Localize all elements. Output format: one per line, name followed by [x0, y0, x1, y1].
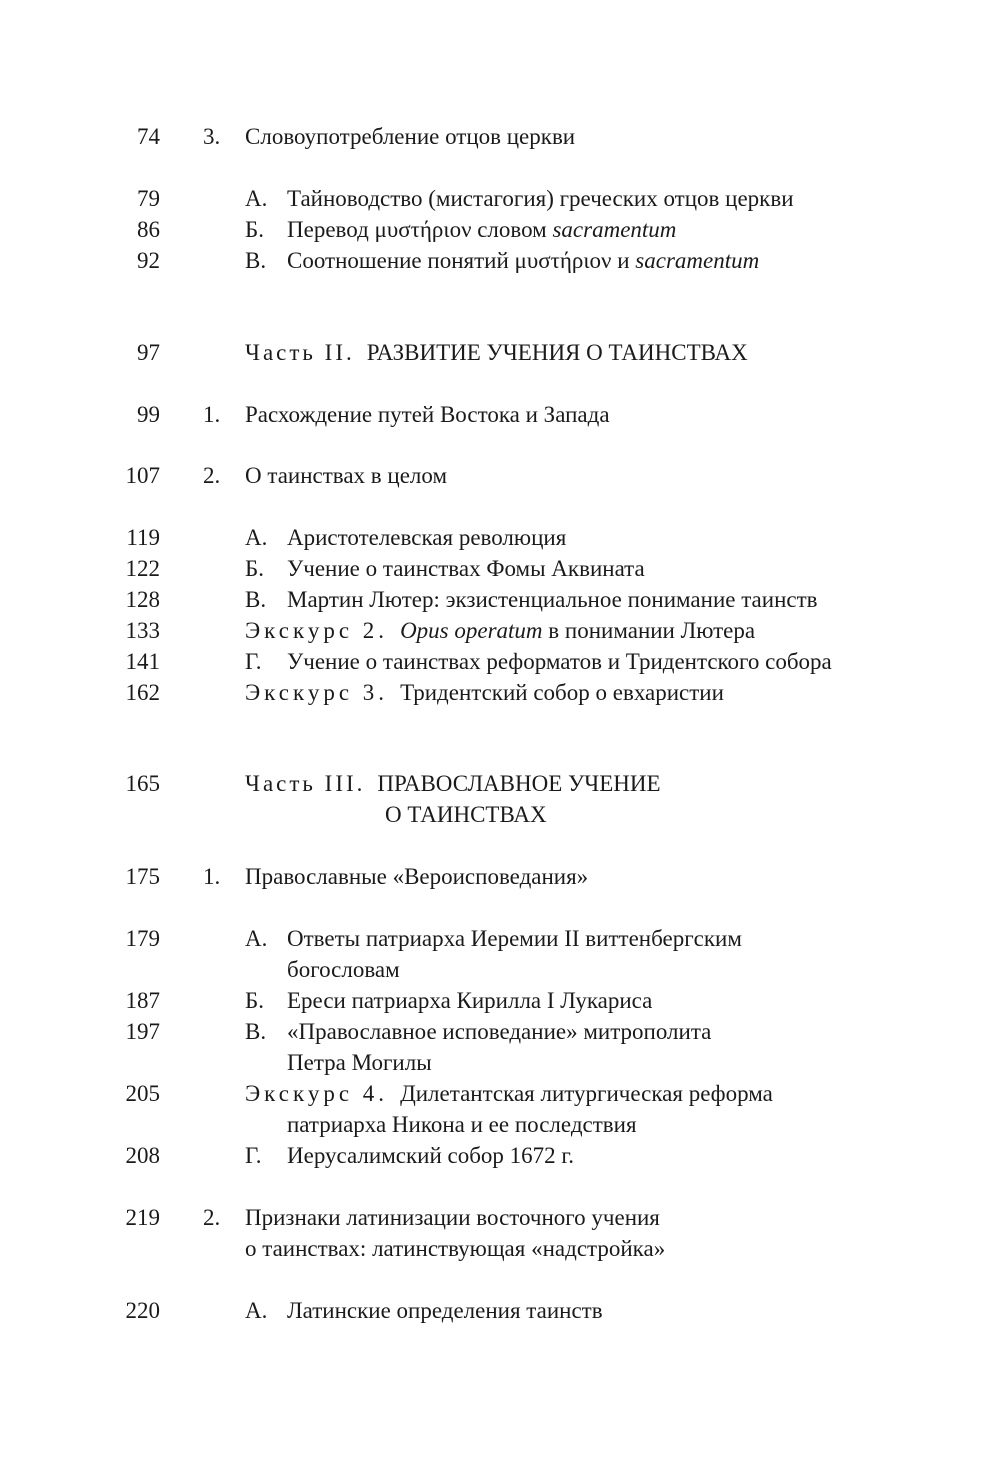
page-number: 133 [125, 618, 160, 643]
page-number: 119 [126, 525, 160, 550]
toc-entry [0, 522, 1000, 554]
chapter-number: 2. [203, 1205, 221, 1230]
toc-entry [0, 584, 1000, 616]
page-number: 165 [125, 771, 160, 796]
page-number: 175 [125, 864, 160, 889]
entry-title: Иерусалимский собор 1672 г. [287, 1143, 575, 1168]
section-label: Б. [245, 556, 264, 581]
title-text: в понимании Лютера [548, 618, 756, 643]
entry-title [287, 214, 676, 246]
title-text: Тридентский собор о евхаристии [400, 680, 724, 705]
title-text: Перевод μυστήριον словом [287, 217, 547, 242]
page-number: 97 [137, 340, 160, 365]
toc-entry [0, 399, 1000, 431]
toc-entry [0, 1016, 1000, 1048]
entry-title: Учение о таинствах реформатов и Тридентского собора [287, 649, 832, 674]
section-label: А. [245, 525, 268, 550]
entry-title: О таинствах в целом [245, 463, 448, 488]
page-number: 187 [125, 988, 160, 1013]
title-italic: sacramentum [635, 248, 760, 273]
page-number: 208 [125, 1143, 160, 1168]
section-label: Г. [245, 1143, 262, 1168]
entry-title [245, 615, 755, 647]
toc-entry-cont [0, 954, 1000, 986]
section-label: А. [245, 1298, 268, 1323]
page-number: 128 [125, 587, 160, 612]
page-number: 162 [125, 680, 160, 705]
section-label: Г. [245, 649, 262, 674]
toc-entry [0, 1295, 1000, 1327]
title-italic: Opus operatum [400, 618, 543, 643]
page-number: 92 [137, 248, 160, 273]
title-italic: sacramentum [552, 217, 677, 242]
toc-excursus [0, 677, 1000, 709]
toc-entry-cont [0, 1109, 1000, 1141]
entry-title: Словоупотребление отцов церкви [245, 124, 576, 149]
entry-title [245, 677, 724, 709]
toc-entry [0, 1202, 1000, 1234]
toc-entry-cont [0, 1047, 1000, 1079]
entry-title: Аристотелевская революция [287, 525, 567, 550]
entry-title-line2: Петра Могилы [287, 1050, 432, 1075]
section-label: В. [245, 248, 267, 273]
toc-part-heading-cont [0, 799, 1000, 831]
entry-title [245, 1078, 773, 1110]
toc-entry [0, 183, 1000, 215]
page-number: 107 [125, 463, 160, 488]
section-label: В. [245, 587, 267, 612]
entry-title: Мартин Лютер: экзистенциальное понимание таинств [287, 587, 818, 612]
toc-entry [0, 1140, 1000, 1172]
entry-title: Признаки латинизации восточного учения [245, 1205, 660, 1230]
page-number: 122 [125, 556, 160, 581]
page-number: 205 [125, 1081, 160, 1106]
section-label: В. [245, 1019, 267, 1044]
toc-entry [0, 214, 1000, 246]
title-text: Соотношение понятий μυστήριον и [287, 248, 630, 273]
toc-entry [0, 121, 1000, 153]
toc-entry [0, 646, 1000, 678]
page-number: 197 [125, 1019, 160, 1044]
toc-entry [0, 985, 1000, 1017]
page-number: 220 [125, 1298, 160, 1323]
part-label: Часть III. [245, 771, 366, 796]
entry-title [287, 245, 759, 277]
toc-entry [0, 861, 1000, 893]
page-number: 99 [137, 402, 160, 427]
entry-title-line2: патриарха Никона и ее последствия [287, 1112, 637, 1137]
excursus-label: Экскурс 4. [245, 1081, 389, 1106]
page-number: 74 [137, 124, 160, 149]
chapter-number: 2. [203, 463, 221, 488]
entry-title: Ответы патриарха Иеремии II виттенбергским [287, 926, 742, 951]
entry-title: Учение о таинствах Фомы Аквината [287, 556, 645, 581]
part-heading [245, 337, 748, 369]
title-text: Дилетантская литургическая реформа [400, 1081, 773, 1106]
page-number: 141 [125, 649, 160, 674]
section-label: А. [245, 186, 268, 211]
toc-entry [0, 460, 1000, 492]
excursus-label: Экскурс 3. [245, 680, 389, 705]
entry-title-line2: богословам [287, 957, 400, 982]
entry-title: Расхождение путей Востока и Запада [245, 402, 610, 427]
section-label: Б. [245, 217, 264, 242]
entry-title: Православные «Вероисповедания» [245, 864, 589, 889]
part-title: ПРАВОСЛАВНОЕ УЧЕНИЕ [377, 771, 661, 796]
toc-part-heading [0, 337, 1000, 369]
part-label: Часть II. [245, 340, 355, 365]
section-label: А. [245, 926, 268, 951]
entry-title: Ереси патриарха Кирилла I Лукариса [287, 988, 653, 1013]
entry-title: «Православное исповедание» митрополита [287, 1019, 712, 1044]
section-label: Б. [245, 988, 264, 1013]
entry-title: Латинские определения таинств [287, 1298, 603, 1323]
toc-entry [0, 553, 1000, 585]
toc-entry [0, 245, 1000, 277]
entry-title-line2: о таинствах: латинствующая «надстройка» [245, 1236, 666, 1261]
toc-entry [0, 923, 1000, 955]
part-title-line2: О ТАИНСТВАХ [385, 802, 547, 827]
part-title: РАЗВИТИЕ УЧЕНИЯ О ТАИНСТВАХ [366, 340, 748, 365]
toc-excursus [0, 615, 1000, 647]
toc-part-heading [0, 768, 1000, 800]
page-number: 86 [137, 217, 160, 242]
part-heading [245, 768, 661, 800]
page-number: 219 [125, 1205, 160, 1230]
chapter-number: 3. [203, 124, 221, 149]
excursus-label: Экскурс 2. [245, 618, 389, 643]
chapter-number: 1. [203, 864, 221, 889]
chapter-number: 1. [203, 402, 221, 427]
toc-excursus [0, 1078, 1000, 1110]
page-number: 179 [125, 926, 160, 951]
toc-entry-cont [0, 1233, 1000, 1265]
page-number: 79 [137, 186, 160, 211]
entry-title: Тайноводство (мистагогия) греческих отцов церкви [287, 186, 794, 211]
